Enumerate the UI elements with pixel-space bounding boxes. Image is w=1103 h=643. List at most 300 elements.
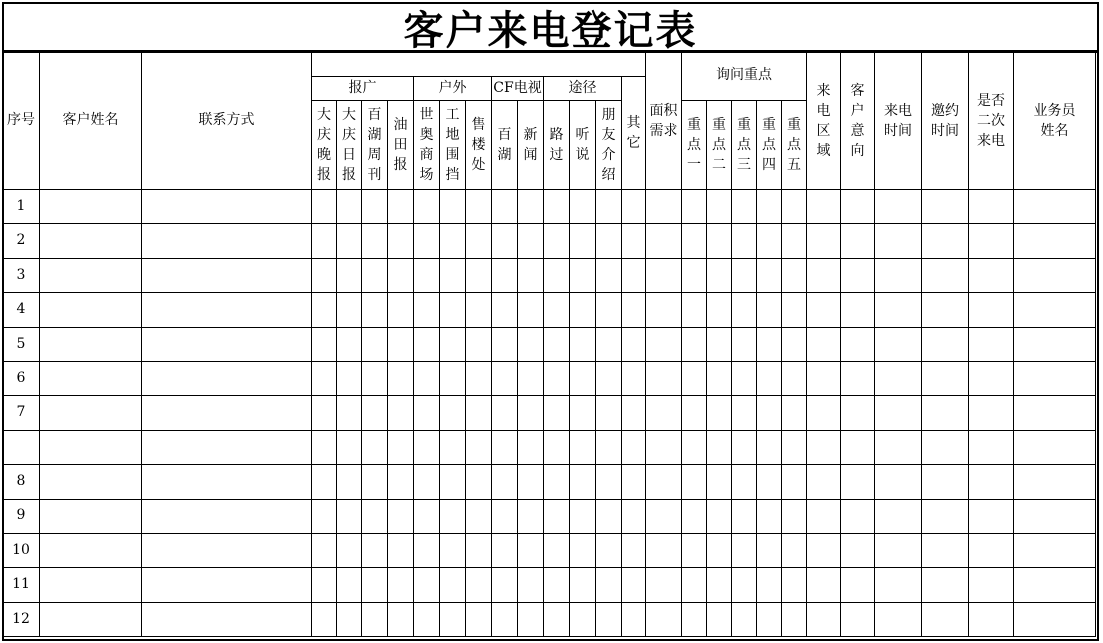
entry-cell[interactable] bbox=[492, 499, 518, 533]
entry-cell[interactable] bbox=[440, 533, 466, 567]
entry-cell[interactable] bbox=[337, 430, 362, 464]
entry-cell[interactable] bbox=[875, 533, 922, 567]
entry-cell[interactable] bbox=[782, 327, 807, 361]
entry-cell[interactable] bbox=[40, 190, 142, 224]
entry-cell[interactable] bbox=[492, 568, 518, 602]
entry-cell[interactable] bbox=[622, 190, 646, 224]
entry-cell[interactable] bbox=[922, 602, 969, 636]
entry-cell[interactable] bbox=[732, 499, 757, 533]
entry-cell[interactable] bbox=[646, 533, 682, 567]
entry-cell[interactable] bbox=[782, 602, 807, 636]
entry-cell[interactable] bbox=[596, 396, 622, 430]
entry-cell[interactable] bbox=[570, 396, 596, 430]
entry-cell[interactable] bbox=[492, 361, 518, 395]
entry-cell[interactable] bbox=[682, 465, 707, 499]
entry-cell[interactable] bbox=[312, 499, 337, 533]
entry-cell[interactable] bbox=[570, 224, 596, 258]
entry-cell[interactable] bbox=[732, 465, 757, 499]
entry-cell[interactable] bbox=[518, 258, 544, 292]
entry-cell[interactable] bbox=[466, 568, 492, 602]
entry-cell[interactable] bbox=[682, 533, 707, 567]
entry-cell[interactable] bbox=[388, 430, 414, 464]
entry-cell[interactable] bbox=[782, 190, 807, 224]
entry-cell[interactable] bbox=[875, 190, 922, 224]
entry-cell[interactable] bbox=[757, 224, 782, 258]
entry-cell[interactable] bbox=[570, 327, 596, 361]
entry-cell[interactable] bbox=[969, 361, 1014, 395]
entry-cell[interactable] bbox=[875, 430, 922, 464]
entry-cell[interactable] bbox=[570, 190, 596, 224]
entry-cell[interactable] bbox=[544, 361, 570, 395]
entry-cell[interactable] bbox=[922, 499, 969, 533]
entry-cell[interactable] bbox=[440, 293, 466, 327]
entry-cell[interactable] bbox=[622, 602, 646, 636]
entry-cell[interactable] bbox=[596, 430, 622, 464]
entry-cell[interactable] bbox=[707, 327, 732, 361]
entry-cell[interactable] bbox=[841, 396, 875, 430]
entry-cell[interactable] bbox=[337, 224, 362, 258]
entry-cell[interactable] bbox=[312, 224, 337, 258]
entry-cell[interactable] bbox=[544, 190, 570, 224]
entry-cell[interactable] bbox=[362, 430, 388, 464]
entry-cell[interactable] bbox=[757, 533, 782, 567]
entry-cell[interactable] bbox=[646, 327, 682, 361]
entry-cell[interactable] bbox=[732, 568, 757, 602]
entry-cell[interactable] bbox=[782, 430, 807, 464]
entry-cell[interactable] bbox=[782, 293, 807, 327]
entry-cell[interactable] bbox=[518, 465, 544, 499]
entry-cell[interactable] bbox=[544, 293, 570, 327]
entry-cell[interactable] bbox=[388, 224, 414, 258]
entry-cell[interactable] bbox=[440, 224, 466, 258]
entry-cell[interactable] bbox=[682, 361, 707, 395]
entry-cell[interactable] bbox=[969, 293, 1014, 327]
entry-cell[interactable] bbox=[622, 293, 646, 327]
entry-cell[interactable] bbox=[337, 568, 362, 602]
entry-cell[interactable] bbox=[782, 465, 807, 499]
entry-cell[interactable] bbox=[142, 602, 312, 636]
entry-cell[interactable] bbox=[969, 465, 1014, 499]
entry-cell[interactable] bbox=[40, 499, 142, 533]
entry-cell[interactable] bbox=[922, 533, 969, 567]
entry-cell[interactable] bbox=[544, 533, 570, 567]
entry-cell[interactable] bbox=[1014, 224, 1096, 258]
entry-cell[interactable] bbox=[518, 190, 544, 224]
entry-cell[interactable] bbox=[757, 396, 782, 430]
entry-cell[interactable] bbox=[875, 224, 922, 258]
entry-cell[interactable] bbox=[622, 568, 646, 602]
entry-cell[interactable] bbox=[596, 224, 622, 258]
entry-cell[interactable] bbox=[466, 396, 492, 430]
entry-cell[interactable] bbox=[875, 293, 922, 327]
entry-cell[interactable] bbox=[807, 327, 841, 361]
entry-cell[interactable] bbox=[440, 258, 466, 292]
entry-cell[interactable] bbox=[646, 465, 682, 499]
entry-cell[interactable] bbox=[757, 430, 782, 464]
entry-cell[interactable] bbox=[466, 602, 492, 636]
entry-cell[interactable] bbox=[40, 465, 142, 499]
entry-cell[interactable] bbox=[707, 533, 732, 567]
entry-cell[interactable] bbox=[596, 258, 622, 292]
entry-cell[interactable] bbox=[492, 533, 518, 567]
entry-cell[interactable] bbox=[622, 224, 646, 258]
entry-cell[interactable] bbox=[707, 499, 732, 533]
entry-cell[interactable] bbox=[1014, 568, 1096, 602]
entry-cell[interactable] bbox=[782, 258, 807, 292]
entry-cell[interactable] bbox=[40, 430, 142, 464]
entry-cell[interactable] bbox=[362, 361, 388, 395]
entry-cell[interactable] bbox=[782, 499, 807, 533]
entry-cell[interactable] bbox=[807, 568, 841, 602]
entry-cell[interactable] bbox=[841, 430, 875, 464]
entry-cell[interactable] bbox=[362, 396, 388, 430]
entry-cell[interactable] bbox=[518, 602, 544, 636]
entry-cell[interactable] bbox=[922, 465, 969, 499]
entry-cell[interactable] bbox=[807, 602, 841, 636]
entry-cell[interactable] bbox=[707, 293, 732, 327]
entry-cell[interactable] bbox=[841, 190, 875, 224]
entry-cell[interactable] bbox=[841, 533, 875, 567]
entry-cell[interactable] bbox=[466, 430, 492, 464]
entry-cell[interactable] bbox=[757, 327, 782, 361]
entry-cell[interactable] bbox=[922, 258, 969, 292]
entry-cell[interactable] bbox=[440, 361, 466, 395]
entry-cell[interactable] bbox=[682, 224, 707, 258]
entry-cell[interactable] bbox=[312, 602, 337, 636]
entry-cell[interactable] bbox=[807, 190, 841, 224]
entry-cell[interactable] bbox=[570, 258, 596, 292]
entry-cell[interactable] bbox=[757, 568, 782, 602]
entry-cell[interactable] bbox=[544, 465, 570, 499]
entry-cell[interactable] bbox=[492, 224, 518, 258]
entry-cell[interactable] bbox=[622, 430, 646, 464]
entry-cell[interactable] bbox=[682, 258, 707, 292]
entry-cell[interactable] bbox=[466, 190, 492, 224]
entry-cell[interactable] bbox=[969, 396, 1014, 430]
entry-cell[interactable] bbox=[440, 327, 466, 361]
entry-cell[interactable] bbox=[337, 293, 362, 327]
entry-cell[interactable] bbox=[362, 327, 388, 361]
entry-cell[interactable] bbox=[337, 361, 362, 395]
entry-cell[interactable] bbox=[841, 602, 875, 636]
entry-cell[interactable] bbox=[732, 533, 757, 567]
entry-cell[interactable] bbox=[414, 465, 440, 499]
entry-cell[interactable] bbox=[440, 430, 466, 464]
entry-cell[interactable] bbox=[596, 568, 622, 602]
entry-cell[interactable] bbox=[518, 327, 544, 361]
entry-cell[interactable] bbox=[807, 258, 841, 292]
entry-cell[interactable] bbox=[544, 499, 570, 533]
entry-cell[interactable] bbox=[922, 293, 969, 327]
entry-cell[interactable] bbox=[337, 499, 362, 533]
entry-cell[interactable] bbox=[682, 190, 707, 224]
entry-cell[interactable] bbox=[570, 602, 596, 636]
entry-cell[interactable] bbox=[388, 465, 414, 499]
entry-cell[interactable] bbox=[570, 430, 596, 464]
entry-cell[interactable] bbox=[969, 327, 1014, 361]
entry-cell[interactable] bbox=[732, 224, 757, 258]
entry-cell[interactable] bbox=[440, 602, 466, 636]
entry-cell[interactable] bbox=[440, 396, 466, 430]
entry-cell[interactable] bbox=[757, 465, 782, 499]
entry-cell[interactable] bbox=[466, 499, 492, 533]
entry-cell[interactable] bbox=[362, 568, 388, 602]
entry-cell[interactable] bbox=[922, 430, 969, 464]
entry-cell[interactable] bbox=[732, 396, 757, 430]
entry-cell[interactable] bbox=[362, 190, 388, 224]
entry-cell[interactable] bbox=[596, 327, 622, 361]
entry-cell[interactable] bbox=[544, 602, 570, 636]
entry-cell[interactable] bbox=[707, 224, 732, 258]
entry-cell[interactable] bbox=[362, 293, 388, 327]
entry-cell[interactable] bbox=[1014, 465, 1096, 499]
entry-cell[interactable] bbox=[757, 602, 782, 636]
entry-cell[interactable] bbox=[922, 361, 969, 395]
entry-cell[interactable] bbox=[492, 327, 518, 361]
entry-cell[interactable] bbox=[782, 361, 807, 395]
entry-cell[interactable] bbox=[969, 568, 1014, 602]
entry-cell[interactable] bbox=[646, 602, 682, 636]
entry-cell[interactable] bbox=[414, 568, 440, 602]
entry-cell[interactable] bbox=[1014, 190, 1096, 224]
entry-cell[interactable] bbox=[732, 190, 757, 224]
entry-cell[interactable] bbox=[544, 224, 570, 258]
entry-cell[interactable] bbox=[757, 293, 782, 327]
entry-cell[interactable] bbox=[646, 430, 682, 464]
entry-cell[interactable] bbox=[312, 361, 337, 395]
entry-cell[interactable] bbox=[388, 533, 414, 567]
entry-cell[interactable] bbox=[337, 465, 362, 499]
entry-cell[interactable] bbox=[807, 430, 841, 464]
entry-cell[interactable] bbox=[707, 190, 732, 224]
entry-cell[interactable] bbox=[440, 568, 466, 602]
entry-cell[interactable] bbox=[875, 499, 922, 533]
entry-cell[interactable] bbox=[596, 602, 622, 636]
entry-cell[interactable] bbox=[707, 430, 732, 464]
entry-cell[interactable] bbox=[414, 327, 440, 361]
entry-cell[interactable] bbox=[841, 499, 875, 533]
entry-cell[interactable] bbox=[875, 258, 922, 292]
entry-cell[interactable] bbox=[841, 224, 875, 258]
entry-cell[interactable] bbox=[142, 533, 312, 567]
entry-cell[interactable] bbox=[466, 258, 492, 292]
entry-cell[interactable] bbox=[596, 499, 622, 533]
entry-cell[interactable] bbox=[732, 293, 757, 327]
entry-cell[interactable] bbox=[337, 602, 362, 636]
entry-cell[interactable] bbox=[875, 568, 922, 602]
entry-cell[interactable] bbox=[732, 361, 757, 395]
entry-cell[interactable] bbox=[732, 430, 757, 464]
entry-cell[interactable] bbox=[388, 396, 414, 430]
entry-cell[interactable] bbox=[492, 465, 518, 499]
entry-cell[interactable] bbox=[707, 602, 732, 636]
entry-cell[interactable] bbox=[362, 258, 388, 292]
entry-cell[interactable] bbox=[337, 258, 362, 292]
entry-cell[interactable] bbox=[646, 396, 682, 430]
entry-cell[interactable] bbox=[414, 430, 440, 464]
entry-cell[interactable] bbox=[492, 258, 518, 292]
entry-cell[interactable] bbox=[807, 396, 841, 430]
entry-cell[interactable] bbox=[646, 224, 682, 258]
entry-cell[interactable] bbox=[646, 361, 682, 395]
entry-cell[interactable] bbox=[492, 430, 518, 464]
entry-cell[interactable] bbox=[544, 258, 570, 292]
entry-cell[interactable] bbox=[1014, 602, 1096, 636]
entry-cell[interactable] bbox=[596, 361, 622, 395]
entry-cell[interactable] bbox=[518, 361, 544, 395]
entry-cell[interactable] bbox=[1014, 258, 1096, 292]
entry-cell[interactable] bbox=[596, 533, 622, 567]
entry-cell[interactable] bbox=[312, 430, 337, 464]
entry-cell[interactable] bbox=[40, 396, 142, 430]
entry-cell[interactable] bbox=[518, 430, 544, 464]
entry-cell[interactable] bbox=[682, 568, 707, 602]
entry-cell[interactable] bbox=[841, 327, 875, 361]
entry-cell[interactable] bbox=[414, 396, 440, 430]
entry-cell[interactable] bbox=[362, 533, 388, 567]
entry-cell[interactable] bbox=[518, 499, 544, 533]
entry-cell[interactable] bbox=[841, 465, 875, 499]
entry-cell[interactable] bbox=[388, 568, 414, 602]
entry-cell[interactable] bbox=[807, 361, 841, 395]
entry-cell[interactable] bbox=[388, 293, 414, 327]
entry-cell[interactable] bbox=[312, 533, 337, 567]
entry-cell[interactable] bbox=[875, 327, 922, 361]
entry-cell[interactable] bbox=[570, 293, 596, 327]
entry-cell[interactable] bbox=[969, 499, 1014, 533]
entry-cell[interactable] bbox=[492, 293, 518, 327]
entry-cell[interactable] bbox=[414, 224, 440, 258]
entry-cell[interactable] bbox=[841, 258, 875, 292]
entry-cell[interactable] bbox=[40, 327, 142, 361]
entry-cell[interactable] bbox=[969, 190, 1014, 224]
entry-cell[interactable] bbox=[312, 190, 337, 224]
entry-cell[interactable] bbox=[414, 361, 440, 395]
entry-cell[interactable] bbox=[807, 499, 841, 533]
entry-cell[interactable] bbox=[969, 602, 1014, 636]
entry-cell[interactable] bbox=[466, 293, 492, 327]
entry-cell[interactable] bbox=[518, 568, 544, 602]
entry-cell[interactable] bbox=[142, 293, 312, 327]
entry-cell[interactable] bbox=[388, 361, 414, 395]
entry-cell[interactable] bbox=[707, 568, 732, 602]
entry-cell[interactable] bbox=[142, 465, 312, 499]
entry-cell[interactable] bbox=[518, 396, 544, 430]
entry-cell[interactable] bbox=[782, 396, 807, 430]
entry-cell[interactable] bbox=[646, 258, 682, 292]
entry-cell[interactable] bbox=[707, 396, 732, 430]
entry-cell[interactable] bbox=[518, 533, 544, 567]
entry-cell[interactable] bbox=[1014, 293, 1096, 327]
entry-cell[interactable] bbox=[1014, 499, 1096, 533]
entry-cell[interactable] bbox=[922, 327, 969, 361]
entry-cell[interactable] bbox=[732, 602, 757, 636]
entry-cell[interactable] bbox=[142, 396, 312, 430]
entry-cell[interactable] bbox=[414, 293, 440, 327]
entry-cell[interactable] bbox=[922, 396, 969, 430]
entry-cell[interactable] bbox=[622, 327, 646, 361]
entry-cell[interactable] bbox=[969, 258, 1014, 292]
entry-cell[interactable] bbox=[682, 499, 707, 533]
entry-cell[interactable] bbox=[414, 499, 440, 533]
entry-cell[interactable] bbox=[544, 396, 570, 430]
entry-cell[interactable] bbox=[440, 465, 466, 499]
entry-cell[interactable] bbox=[362, 499, 388, 533]
entry-cell[interactable] bbox=[596, 190, 622, 224]
entry-cell[interactable] bbox=[388, 499, 414, 533]
entry-cell[interactable] bbox=[414, 602, 440, 636]
entry-cell[interactable] bbox=[707, 258, 732, 292]
entry-cell[interactable] bbox=[142, 190, 312, 224]
entry-cell[interactable] bbox=[1014, 327, 1096, 361]
entry-cell[interactable] bbox=[142, 499, 312, 533]
entry-cell[interactable] bbox=[337, 396, 362, 430]
entry-cell[interactable] bbox=[414, 533, 440, 567]
entry-cell[interactable] bbox=[466, 224, 492, 258]
entry-cell[interactable] bbox=[142, 361, 312, 395]
entry-cell[interactable] bbox=[622, 499, 646, 533]
entry-cell[interactable] bbox=[466, 465, 492, 499]
entry-cell[interactable] bbox=[388, 327, 414, 361]
entry-cell[interactable] bbox=[492, 602, 518, 636]
entry-cell[interactable] bbox=[841, 361, 875, 395]
entry-cell[interactable] bbox=[782, 224, 807, 258]
entry-cell[interactable] bbox=[622, 465, 646, 499]
entry-cell[interactable] bbox=[337, 190, 362, 224]
entry-cell[interactable] bbox=[142, 224, 312, 258]
entry-cell[interactable] bbox=[362, 465, 388, 499]
entry-cell[interactable] bbox=[622, 258, 646, 292]
entry-cell[interactable] bbox=[312, 327, 337, 361]
entry-cell[interactable] bbox=[807, 465, 841, 499]
entry-cell[interactable] bbox=[337, 533, 362, 567]
entry-cell[interactable] bbox=[682, 396, 707, 430]
entry-cell[interactable] bbox=[544, 327, 570, 361]
entry-cell[interactable] bbox=[570, 499, 596, 533]
entry-cell[interactable] bbox=[570, 568, 596, 602]
entry-cell[interactable] bbox=[757, 190, 782, 224]
entry-cell[interactable] bbox=[646, 499, 682, 533]
entry-cell[interactable] bbox=[440, 190, 466, 224]
entry-cell[interactable] bbox=[414, 258, 440, 292]
entry-cell[interactable] bbox=[142, 568, 312, 602]
entry-cell[interactable] bbox=[969, 430, 1014, 464]
entry-cell[interactable] bbox=[388, 258, 414, 292]
entry-cell[interactable] bbox=[440, 499, 466, 533]
entry-cell[interactable] bbox=[807, 533, 841, 567]
entry-cell[interactable] bbox=[312, 293, 337, 327]
entry-cell[interactable] bbox=[40, 224, 142, 258]
entry-cell[interactable] bbox=[841, 568, 875, 602]
entry-cell[interactable] bbox=[492, 190, 518, 224]
entry-cell[interactable] bbox=[622, 533, 646, 567]
entry-cell[interactable] bbox=[312, 258, 337, 292]
entry-cell[interactable] bbox=[492, 396, 518, 430]
entry-cell[interactable] bbox=[40, 361, 142, 395]
entry-cell[interactable] bbox=[1014, 396, 1096, 430]
entry-cell[interactable] bbox=[466, 533, 492, 567]
entry-cell[interactable] bbox=[518, 293, 544, 327]
entry-cell[interactable] bbox=[922, 224, 969, 258]
entry-cell[interactable] bbox=[682, 293, 707, 327]
entry-cell[interactable] bbox=[596, 465, 622, 499]
entry-cell[interactable] bbox=[646, 293, 682, 327]
entry-cell[interactable] bbox=[875, 361, 922, 395]
entry-cell[interactable] bbox=[969, 224, 1014, 258]
entry-cell[interactable] bbox=[622, 361, 646, 395]
entry-cell[interactable] bbox=[142, 430, 312, 464]
entry-cell[interactable] bbox=[1014, 430, 1096, 464]
